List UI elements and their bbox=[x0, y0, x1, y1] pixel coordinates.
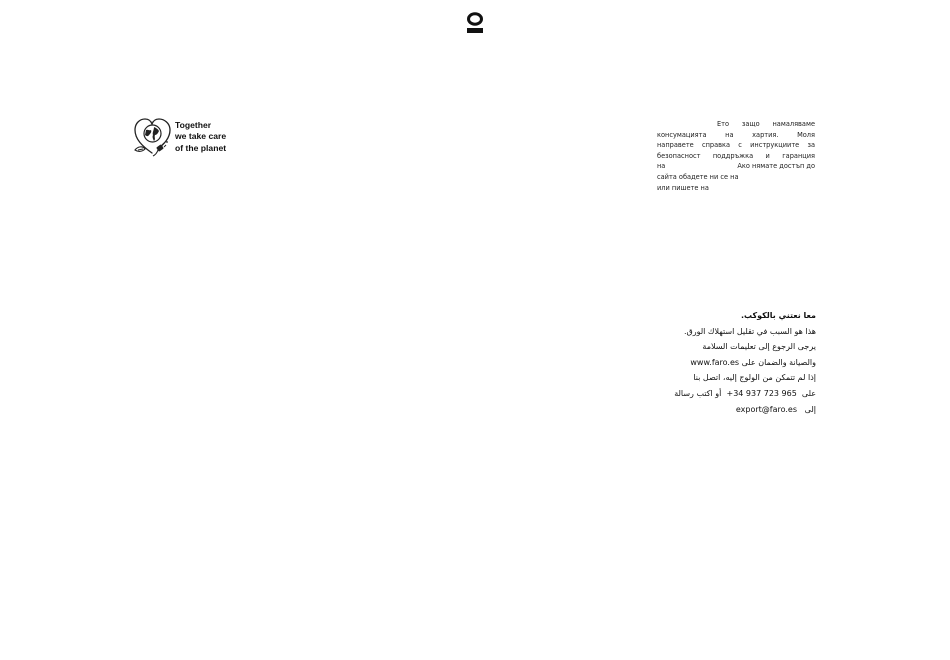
bg-line-4: безопасност поддръжка и гаранция bbox=[657, 151, 815, 160]
phone-number[interactable]: +34 937 723 965 bbox=[726, 388, 797, 398]
bg-line-5 bbox=[657, 161, 815, 172]
bg-line-1: Ето защо намаляваме bbox=[717, 120, 815, 128]
ar-title: معا نعتني بالكوكب. bbox=[740, 311, 816, 320]
bg-line-5b: Ако нямате достъп до bbox=[737, 162, 815, 171]
ar-line-6 bbox=[640, 402, 816, 418]
eco-line-2: we take care bbox=[175, 131, 227, 142]
ar-line-1: هذا هو السبب في تقليل استهلاك الورق. bbox=[683, 326, 816, 336]
ar-line-3 bbox=[640, 355, 816, 371]
website-link[interactable]: www.faro.es bbox=[690, 357, 740, 367]
faro-logo-icon bbox=[465, 11, 485, 35]
arabic-notice bbox=[640, 308, 816, 417]
ar-line-4: إذا لم تتمكن من الولوج إليه، اتصل بنا bbox=[693, 373, 816, 383]
ar-line-2: يرجى الرجوع إلى تعليمات السلامة bbox=[702, 342, 816, 352]
eco-line-3: of the planet bbox=[175, 142, 227, 153]
bg-line-6: сайта обадете ни се на bbox=[657, 172, 739, 181]
ar-line-5a: على bbox=[801, 388, 816, 398]
bg-line-5a: на bbox=[657, 162, 666, 171]
eco-line-1: Together bbox=[175, 120, 212, 130]
heart-globe-plug-icon bbox=[132, 116, 174, 158]
bg-line-7: или пишете на bbox=[657, 183, 709, 192]
ar-line-3-text: والصيانة والضمان على bbox=[741, 357, 816, 367]
bg-line-3: направете справка с инструкциите за bbox=[657, 141, 815, 150]
bulgarian-notice bbox=[657, 119, 815, 193]
email-link[interactable]: export@faro.es bbox=[735, 404, 798, 414]
eco-badge bbox=[132, 116, 252, 160]
ar-line-5b: أو اكتب رسالة bbox=[674, 388, 722, 398]
ar-line-6-text: إلى bbox=[804, 404, 816, 414]
ar-line-5 bbox=[640, 386, 816, 402]
bg-line-2: консумацията на хартия. Моля bbox=[657, 130, 815, 139]
